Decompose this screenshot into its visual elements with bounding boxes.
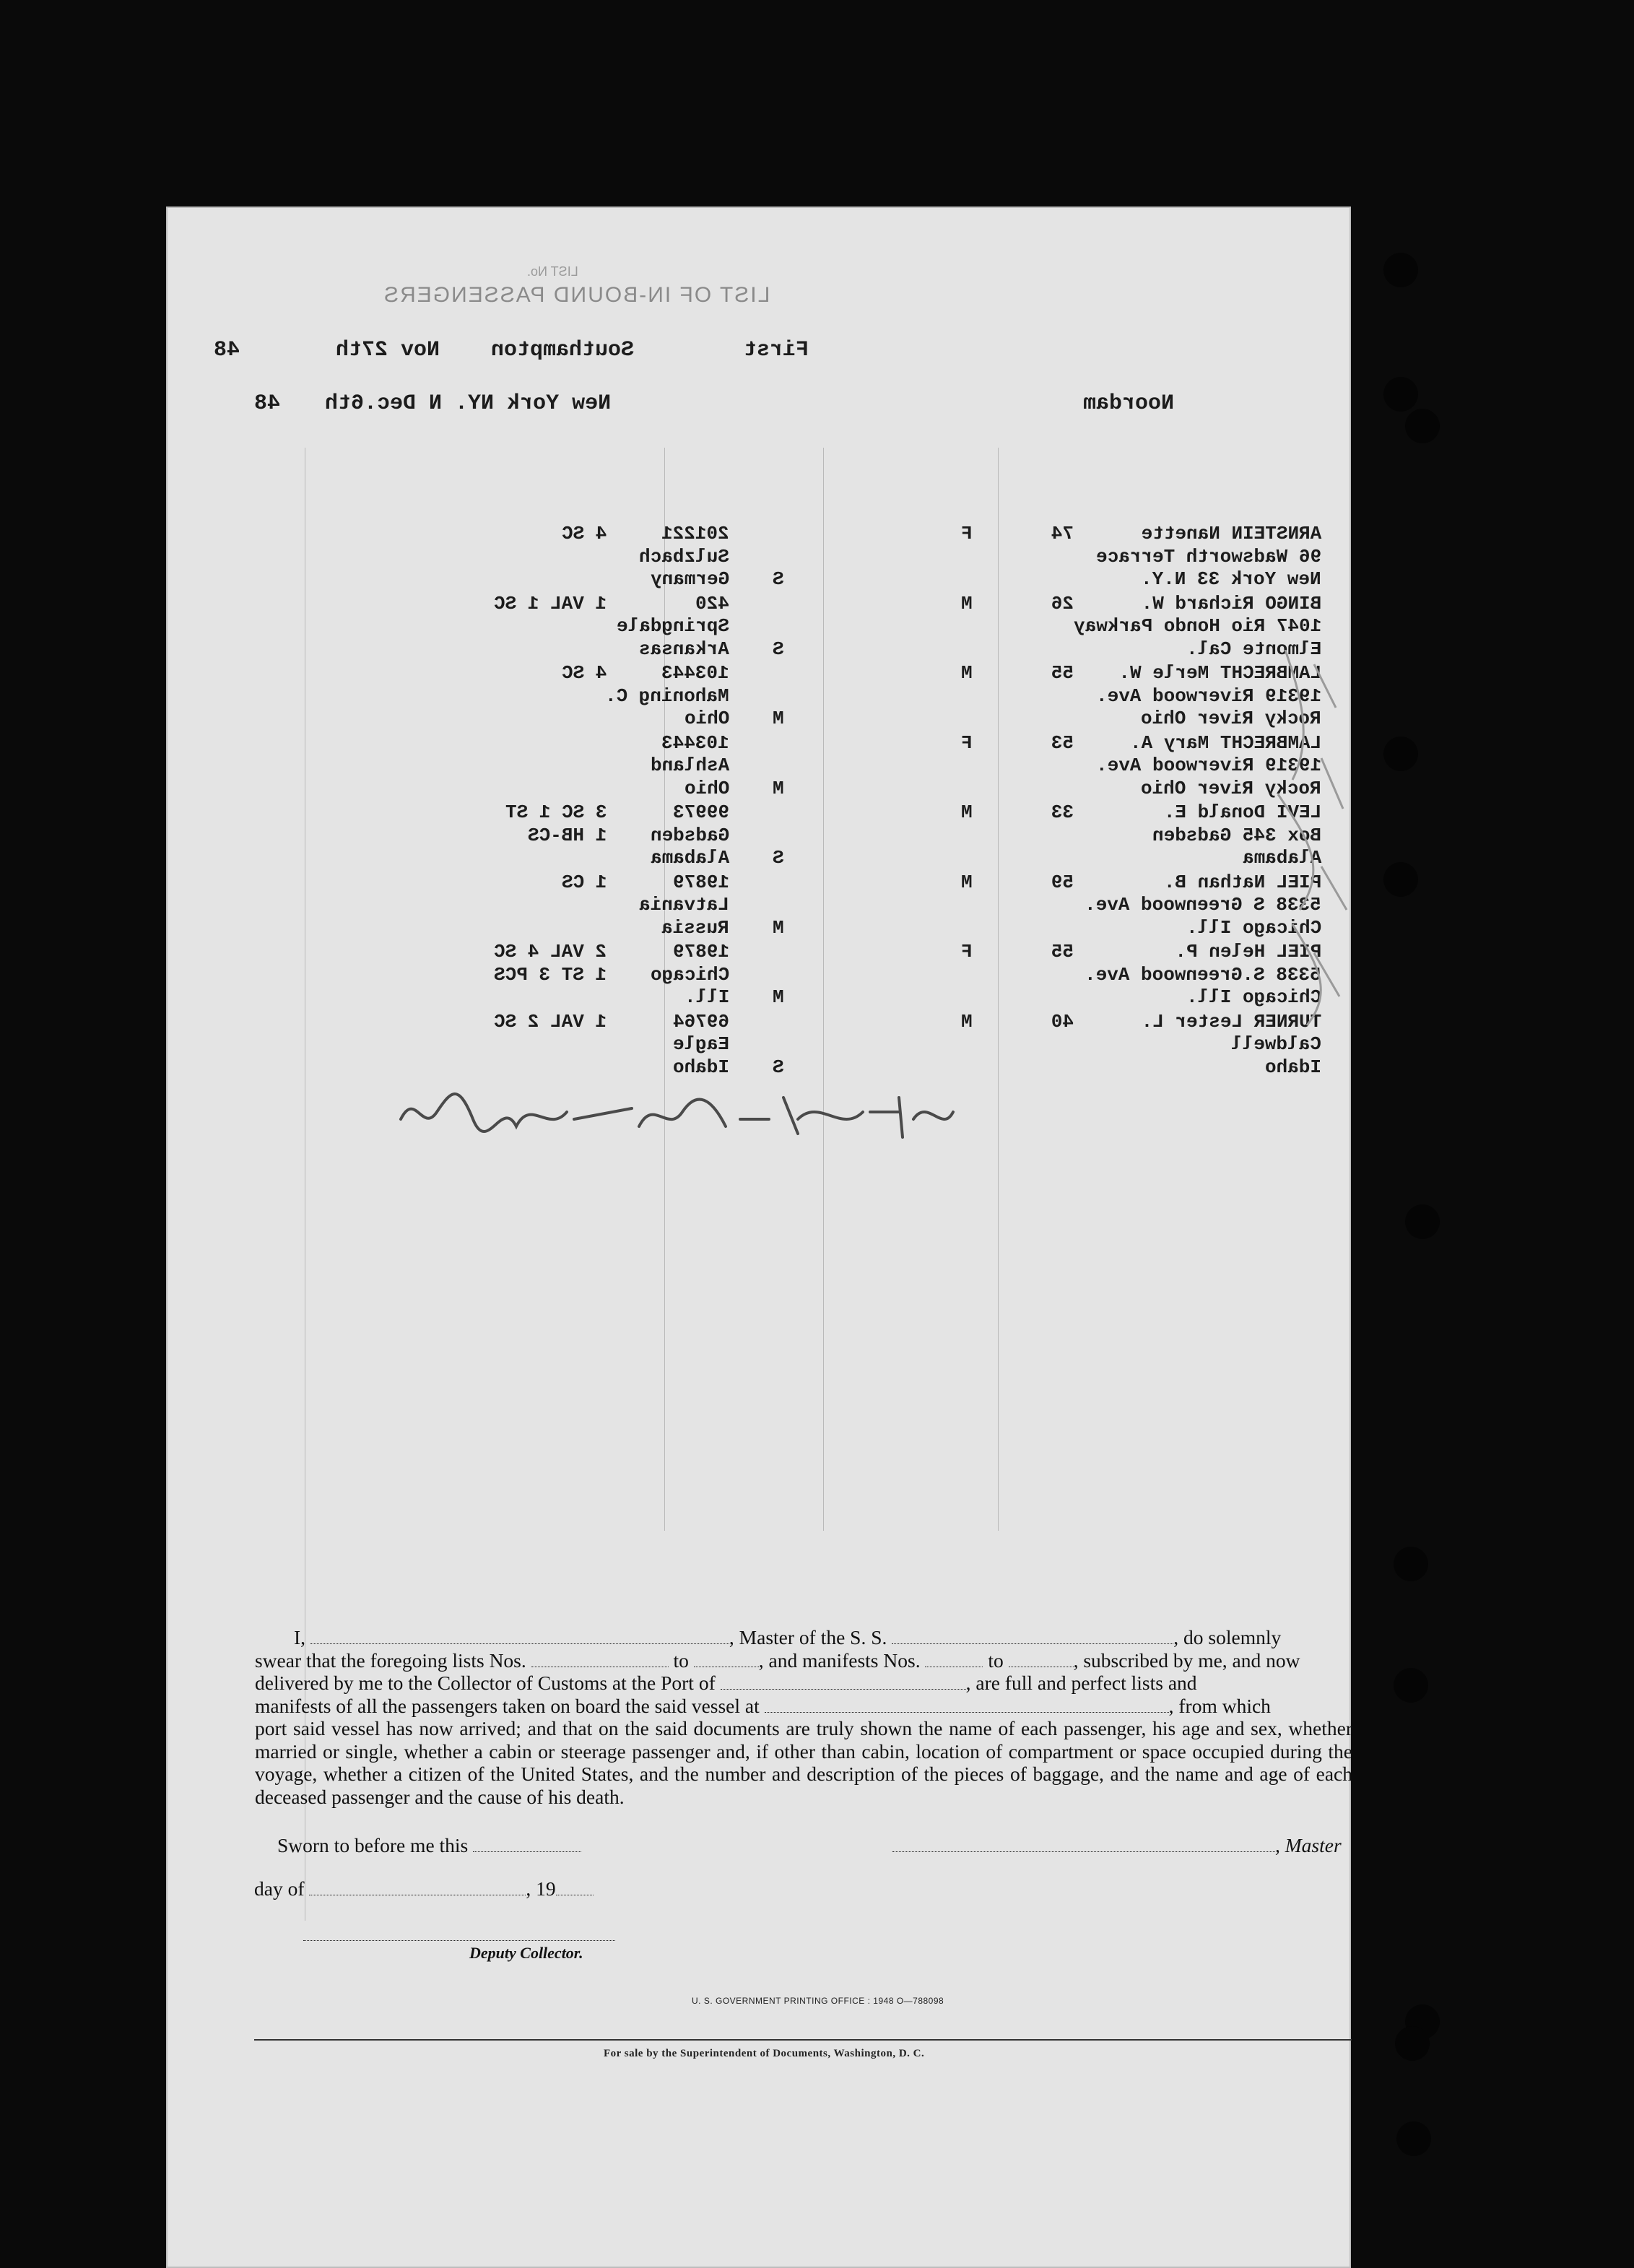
oath-text: swear that the foregoing lists Nos. [255,1648,526,1672]
passenger-detail: PIEL Helen P. 55 F [960,941,1321,963]
manifest-from-field[interactable] [925,1652,983,1667]
passenger-detail: LAMBRECHT Mary A. 53 F [960,731,1321,754]
oath-text: to [988,1648,1004,1672]
passenger-detail: 5338 S Greenwood Ave. [1085,894,1321,916]
passenger-origin: 103443 [661,662,729,684]
check-marks [1271,650,1357,1054]
passenger-baggage: 1 CS [561,871,607,893]
master-signature-field[interactable] [892,1837,1275,1852]
punch-hole [1383,862,1418,897]
passenger-origin: 19879 [672,941,729,963]
form-list-number: LIST No. [527,264,578,279]
passenger-detail: New York 33 N.Y. [1141,568,1321,590]
passenger-origin: Germany [650,568,729,590]
punch-hole [1395,2026,1430,2061]
passenger-origin: Eagle [672,1033,729,1055]
passenger-origin: Russia [661,916,729,939]
column-rule [823,448,824,1531]
list-from-field[interactable] [531,1652,669,1667]
passenger-marital: S [773,638,784,660]
passenger-detail: 5338 S.Greenwood Ave. [1085,963,1321,986]
list-to-field[interactable] [694,1652,759,1667]
arrival-field: New York NY. N Dec.6th [325,391,612,416]
passenger-detail: ARNSTEIN Nanette 74 F [960,523,1321,544]
gpo-imprint: U. S. GOVERNMENT PRINTING OFFICE : 1948 O—788098 [692,1996,944,2006]
footer-rule [254,2039,1352,2041]
oath-text: , and manifests Nos. [758,1648,921,1672]
master-signature-line: , Master [892,1834,1342,1857]
oath-text: , are full and perfect lists and [965,1672,1197,1694]
passenger-detail: Rocky River Ohio [1141,708,1321,729]
passenger-marital: M [773,777,784,799]
passenger-detail: Box 345 Gadsden [1152,824,1321,846]
passenger-origin: 99973 [672,801,729,823]
voyage-field: 48 [214,338,240,362]
passenger-origin: 69764 [672,1010,729,1033]
passenger-origin: Chicago [650,963,729,986]
passenger-detail: PIEL Nathan B. 59 M [960,871,1321,893]
passenger-detail: Rocky River Ohio [1141,777,1321,799]
oath-text: manifests of all the passengers taken on board the said vessel at [255,1694,760,1717]
arrival-field: 48 [254,391,281,416]
passenger-detail: LAMBRECHT Merle W. 55 M [960,662,1321,684]
passenger-marital: M [773,986,784,1008]
passenger-origin: Idaho [672,1056,729,1078]
passenger-origin: Ohio [684,708,729,729]
passenger-baggage: 1 VAL 2 SC [493,1010,607,1033]
passenger-baggage: 3 SC 1 ST [505,801,607,823]
oath-text: , subscribed by me, and now [1073,1648,1300,1672]
port-field[interactable] [721,1674,966,1690]
passenger-origin: Arkansas [639,638,729,660]
punch-hole [1394,1547,1428,1581]
passenger-baggage: 4 SC [561,662,607,684]
master-name-field[interactable] [310,1629,729,1644]
passenger-baggage: 4 SC [561,523,607,544]
passenger-origin: Ohio [684,777,729,799]
passenger-detail: Alabama [1242,847,1321,869]
punch-hole [1396,2121,1431,2156]
passenger-detail: Chicago Ill. [1186,916,1321,939]
passenger-detail: TURNER Lester L. 40 M [960,1010,1321,1033]
oath-paragraph [255,1626,1352,1808]
passenger-origin: 420 [695,592,729,614]
passenger-detail: Elmonte Cal. [1186,638,1321,660]
oath-body: port said vessel has now arrived; and that on the said documents are truly shown the name of each passenger, his age and sex, whether married or single, whether a cabin or steerage passenger and, if other than cabin, location of compartment or space occupied during the voyage, whether a citizen of the United States, and the number and description of the pieces of baggage, and the name and age of each deceased passenger and the cause of his death. [255,1717,1352,1808]
passenger-marital: S [773,1056,784,1078]
oath-text: , Master of the S. S. [729,1626,887,1648]
punch-hole [1405,409,1440,443]
sworn-day-field[interactable] [473,1837,581,1852]
passenger-detail: BINGO Richard W. 26 M [960,592,1321,614]
manifest-page [166,207,1351,2268]
passenger-detail: 19319 Riverwood Ave. [1095,755,1321,776]
deputy-signature-rule [303,1939,615,1941]
passenger-marital: S [773,568,784,590]
passenger-marital: M [773,708,784,729]
voyage-field: Southampton [491,338,635,362]
day-of-field[interactable] [309,1880,526,1895]
oath-text: , do solemnly [1173,1626,1282,1648]
passenger-origin: Ill. [684,986,729,1008]
passenger-origin: Latvania [639,894,729,916]
oath-line-3 [255,1672,1352,1695]
sworn-label: Sworn to before me this [277,1834,581,1857]
passenger-detail: LEVI Donald E. 33 M [960,801,1321,823]
punch-hole [1383,377,1418,412]
passenger-origin: 103443 [661,731,729,754]
arrival-field: Noordam [1083,391,1175,416]
passenger-origin: Gadsden [650,824,729,846]
passenger-detail: Caldwell [1231,1033,1321,1055]
sale-notice: For sale by the Superintendent of Documents, Washington, D. C. [604,2048,925,2059]
passenger-origin: 19879 [672,871,729,893]
ship-name-field[interactable] [892,1629,1173,1644]
oath-line-2 [255,1649,1352,1672]
punch-hole [1394,1668,1428,1703]
passenger-baggage: 1 ST 3 PCS [493,963,607,986]
punch-hole [1383,253,1418,287]
column-rule [664,448,665,1531]
manifest-to-field[interactable] [1009,1652,1074,1667]
passenger-marital: S [773,847,784,869]
passenger-baggage: 2 VAL 4 SC [493,941,607,963]
passenger-detail: 1047 Rio Hondo Parkway [1073,615,1321,637]
oath-text: , from which [1168,1694,1271,1717]
passenger-detail: Chicago Ill. [1186,986,1321,1008]
year-field[interactable] [556,1880,594,1895]
passenger-detail: 96 Wadsworth Terrace [1095,545,1321,568]
oath-text: to [673,1648,689,1672]
passenger-origin: Sulzbach [639,545,729,568]
oath-text: delivered by me to the Collector of Customs at the Port of [255,1672,716,1694]
passenger-baggage: 1 VAL 1 SC [493,592,607,614]
passenger-origin: Alabama [650,847,729,869]
deputy-collector-label: Deputy Collector. [469,1944,583,1962]
passenger-origin: Ashland [650,755,729,776]
punch-hole [1383,737,1418,771]
embark-port-field[interactable] [765,1698,1169,1713]
passenger-origin: 201221 [661,523,729,544]
voyage-field: First [744,338,809,362]
passenger-detail: Idaho [1264,1056,1321,1078]
passenger-origin: Mahoning C. [605,685,729,707]
oath-line-1 [255,1626,1352,1649]
oath-text: I, [294,1626,306,1648]
passenger-origin: Springdale [616,615,729,637]
passenger-detail: 19319 Riverwood Ave. [1095,685,1321,707]
form-heading: LIST OF IN-BOUND PASSENGERS [383,283,770,307]
punch-hole [1405,1204,1440,1239]
oath-line-4 [255,1695,1352,1718]
handwritten-annotation [394,1069,957,1148]
day-of-line: day of , 19 [254,1877,594,1900]
passenger-marital: M [773,916,784,939]
voyage-field: Nov 27th [336,338,440,362]
passenger-baggage: 1 HB-CS [527,824,607,846]
